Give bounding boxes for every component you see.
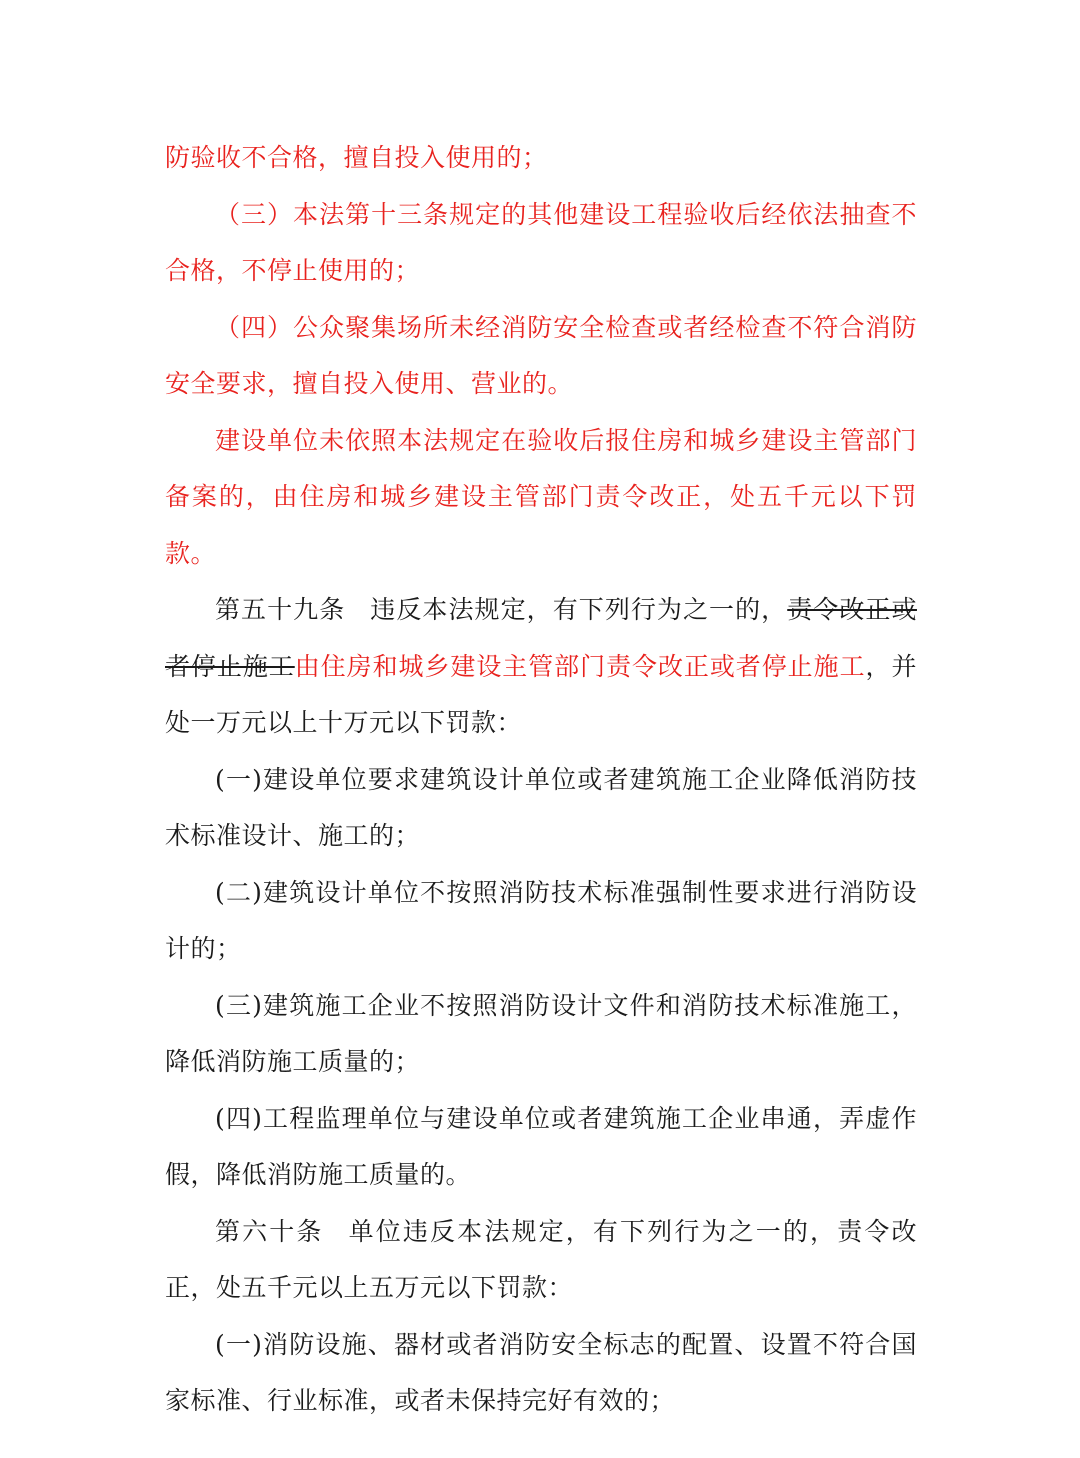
article-number: 第六十条 <box>215 1216 324 1246</box>
paragraph-filing-requirement: 建设单位未依照本法规定在验收后报住房和城乡建设主管部门备案的，由住房和城乡建设主管部门责令改正，处五千元以下罚款。 <box>165 425 917 568</box>
paragraph-continuation: 防验收不合格，擅自投入使用的； <box>165 143 548 172</box>
paragraph-item-one: (一)建设单位要求建筑设计单位或者建筑施工企业降低消防技术标准设计、施工的； <box>165 764 917 850</box>
inserted-text: 由住房和城乡建设主管部门责令改正或者停止施工 <box>294 651 866 681</box>
paragraph-item-three: (三)建筑施工企业不按照消防设计文件和消防技术标准施工，降低消防施工质量的； <box>165 990 917 1076</box>
article-text: 单位违反本法规定，有下列行为之一的，责令改正，处五千元以上五万元以下罚款： <box>165 1216 917 1302</box>
paragraph-article-60-item-one: (一)消防设施、器材或者消防安全标志的配置、设置不符合国家标准、行业标准，或者未保持完好有效的； <box>165 1329 917 1415</box>
article-text: 违反本法规定，有下列行为之一的， <box>370 595 788 624</box>
document-page <box>165 130 917 1430</box>
paragraph-item-four: (四)工程监理单位与建设单位或者建筑施工企业串通，弄虚作假，降低消防施工质量的。 <box>165 1103 917 1189</box>
paragraph-item-four-red: （四）公众聚集场所未经消防安全检查或者经检查不符合消防安全要求，擅自投入使用、营业的。 <box>165 312 917 398</box>
article-text-tail: ，并处一万元以上十万元以下罚款： <box>165 651 917 737</box>
deleted-text: 责令改正或者停止施工 <box>165 595 917 681</box>
article-number: 第五十九条 <box>215 595 346 624</box>
paragraph-item-three-red: （三）本法第十三条规定的其他建设工程验收后经依法抽查不合格，不停止使用的； <box>165 199 917 285</box>
paragraph-article-60 <box>165 1204 917 1317</box>
paragraph-item-two: (二)建筑设计单位不按照消防技术标准强制性要求进行消防设计的； <box>165 877 917 963</box>
paragraph-article-59 <box>165 582 917 752</box>
